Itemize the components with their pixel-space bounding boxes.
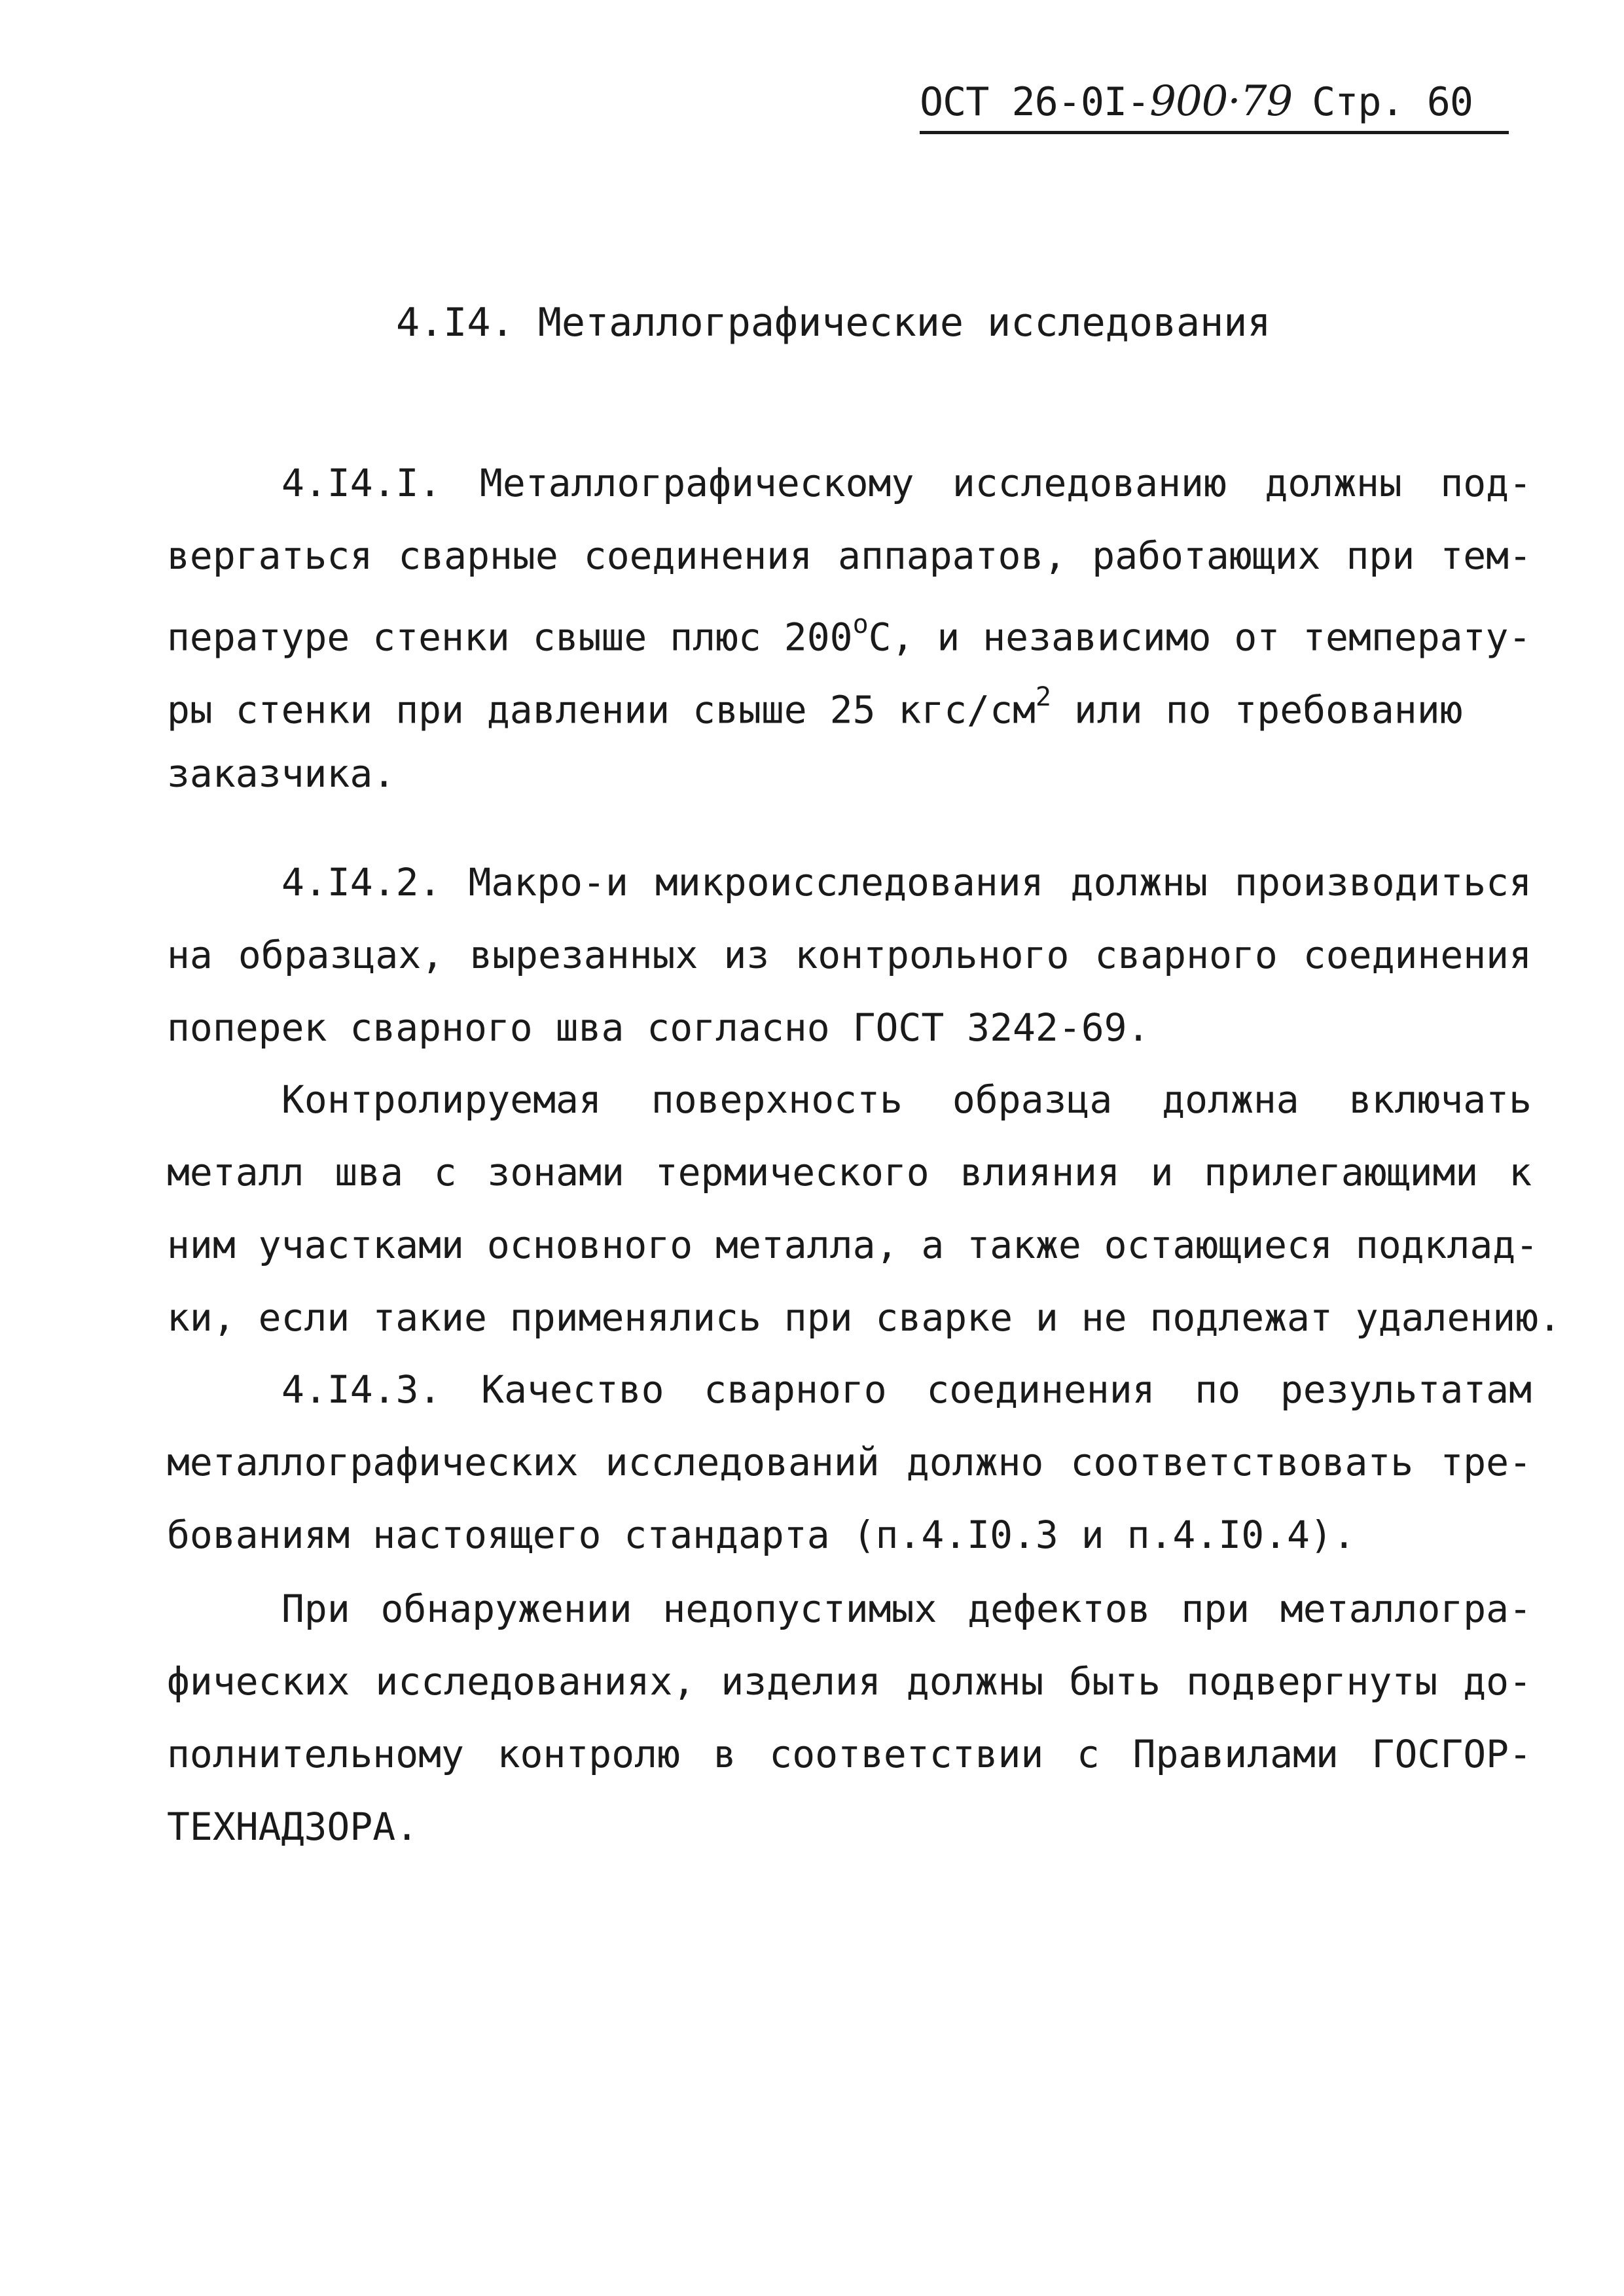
text-fragment: С, и независимо от температу- [868, 615, 1532, 660]
degree-superscript: о [852, 609, 869, 639]
page-number: Стр. 60 [1312, 79, 1473, 125]
paragraph-4-14-1 [167, 447, 1532, 810]
text-line: 4.I4.3. Качество сварного соединения по результатам [281, 1367, 1532, 1412]
page-header [920, 77, 1509, 139]
document-code: ОСТ 26-0I- [920, 79, 1150, 125]
section-title: 4.I4. Металлографические исследования [396, 300, 1271, 346]
text-fragment: пературе стенки свыше плюс 200 [167, 615, 853, 660]
text-line: 4.I4.I. Металлографическому исследованию должны под- [281, 461, 1532, 505]
document-number: 900·79 [1149, 77, 1293, 126]
text-line: ки, если такие применялись при сварке и не подлежат удалению. [167, 1295, 1562, 1340]
text-line: фических исследованиях, изделия должны быть подвергнуты до- [167, 1659, 1532, 1704]
text-line [167, 665, 1532, 738]
text-line: Контролируемая поверхность образца должна включать [281, 1077, 1532, 1122]
text-line: При обнаружении недопустимых дефектов при металлогра- [281, 1587, 1532, 1631]
paragraph-4-14-2 [167, 846, 1532, 1064]
text-line: металлографических исследований должно соответствовать тре- [167, 1440, 1532, 1484]
text-line: полнительному контролю в соответствии с Правилами ГОСГОР- [167, 1732, 1532, 1776]
text-line [167, 592, 1532, 665]
text-line: на образцах, вырезанных из контрольного сварного соединения [167, 933, 1532, 977]
text-line: ТЕХНАДЗОРА. [167, 1804, 419, 1849]
text-line: бованиям настоящего стандарта (п.4.I0.3 и п.4.I0.4). [167, 1513, 1356, 1557]
header-underline [920, 131, 1509, 134]
text-line: металл шва с зонами термического влияния и прилегающими к [167, 1150, 1532, 1194]
paragraph-defects [167, 1573, 1532, 1863]
text-line: поперек сварного шва согласно ГОСТ 3242-69. [167, 1005, 1150, 1050]
power-superscript: 2 [1035, 682, 1052, 712]
paragraph-controlled-surface [167, 1064, 1562, 1354]
text-line: вергаться сварные соединения аппаратов, работающих при тем- [167, 533, 1532, 578]
text-line: 4.I4.2. Макро-и микроисследования должны производиться [281, 860, 1532, 905]
text-fragment: ры стенки при давлении свыше 25 кгс/см [167, 687, 1036, 732]
text-fragment: или по требованию [1051, 687, 1463, 732]
text-line: заказчика. [167, 751, 396, 796]
paragraph-4-14-3 [167, 1354, 1532, 1571]
text-line: ним участками основного металла, а также остающиеся подклад- [167, 1223, 1539, 1267]
